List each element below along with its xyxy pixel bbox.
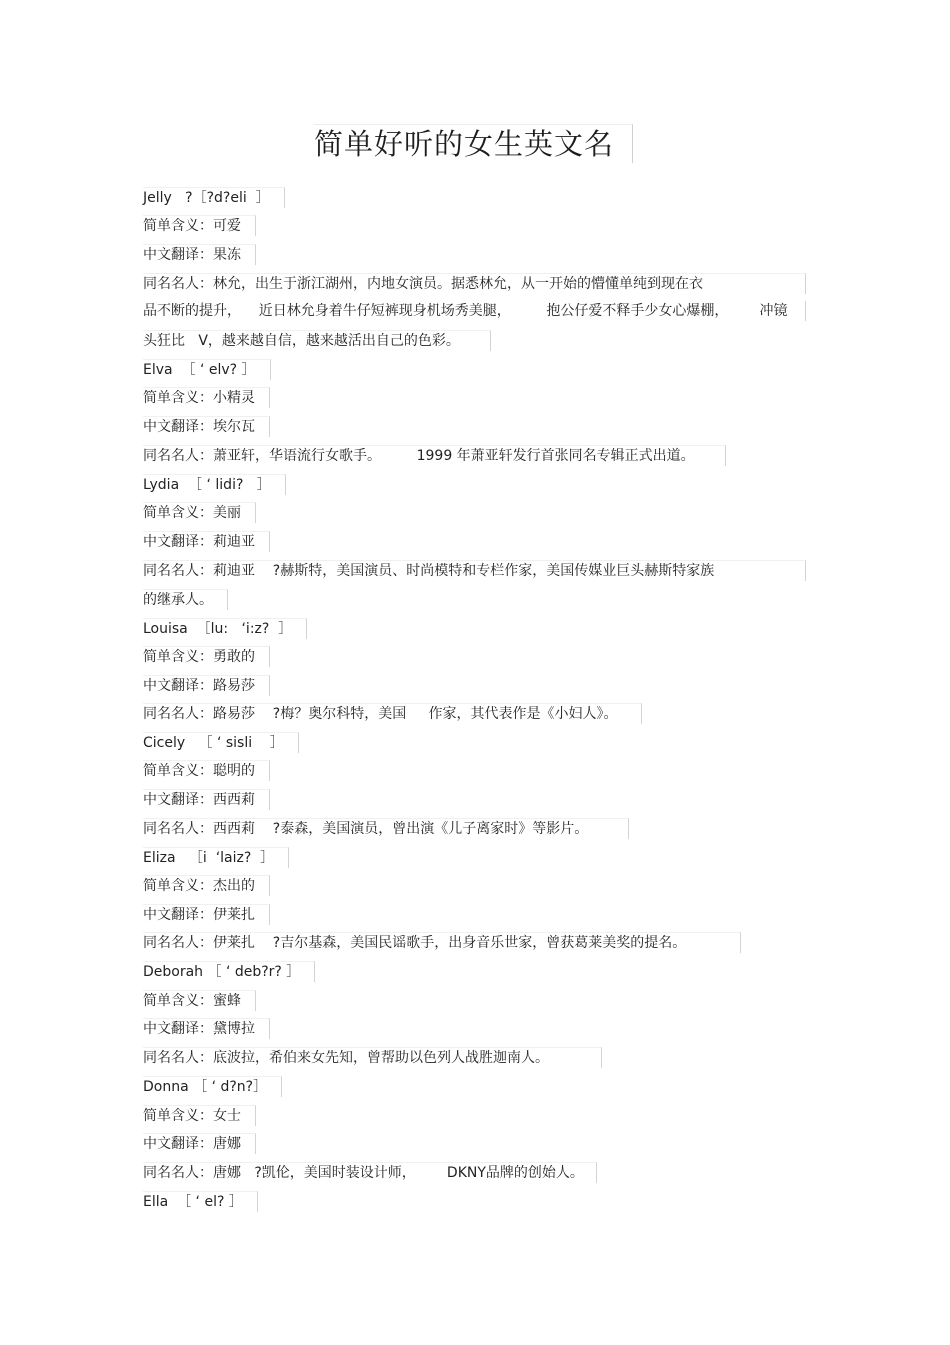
entry-name-deborah: Deborah ［ ‘ deb?r? ］	[143, 961, 315, 982]
meaning-line: 简单含义：小精灵	[143, 387, 270, 408]
translation-line: 中文翻译：黛博拉	[143, 1018, 270, 1039]
meaning-line: 简单含义：聪明的	[143, 760, 270, 781]
celebrity-line-cont: 的继承人。	[143, 589, 228, 610]
celebrity-line: 同名名人：林允，出生于浙江湖州，内地女演员。据悉林允，从一开始的懵懂单纯到现在衣	[143, 273, 806, 294]
entry-name-ella: Ella ［ ‘ el? ］	[143, 1191, 258, 1212]
celebrity-line: 同名名人：萧亚轩，华语流行女歌手。 1999 年萧亚轩发行首张同名专辑正式出道。	[143, 445, 726, 466]
entry-name-lydia: Lydia ［ ‘ lidi? ］	[143, 474, 286, 495]
translation-line: 中文翻译：伊莱扎	[143, 904, 270, 925]
celebrity-line: 同名名人：底波拉，希伯来女先知，曾帮助以色列人战胜迦南人。	[143, 1047, 602, 1068]
entry-name-jelly: Jelly ?［?d?eli ］	[143, 187, 285, 208]
translation-line: 中文翻译：西西莉	[143, 789, 270, 810]
meaning-line: 简单含义：杰出的	[143, 875, 270, 896]
translation-line: 中文翻译：唐娜	[143, 1133, 256, 1154]
meaning-line: 简单含义：可爱	[143, 215, 256, 236]
celebrity-line: 同名名人：莉迪亚 ?赫斯特，美国演员、时尚模特和专栏作家，美国传媒业巨头赫斯特家族	[143, 560, 806, 581]
celebrity-line: 同名名人：唐娜 ?凯伦，美国时装设计师， DKNY品牌的创始人。	[143, 1162, 597, 1183]
translation-line: 中文翻译：果冻	[143, 244, 256, 265]
document-title: 简单好听的女生英文名	[314, 124, 633, 163]
entry-name-eliza: Eliza ［i ‘laiz? ］	[143, 847, 289, 868]
meaning-line: 简单含义：勇敢的	[143, 646, 270, 667]
celebrity-line-cont: 品不断的提升， 近日林允身着牛仔短裤现身机场秀美腿， 抱公仔爱不释手少女心爆棚， 冲镜	[143, 301, 806, 321]
celebrity-line-cont: 头狂比 V，越来越自信，越来越活出自己的色彩。	[143, 330, 491, 351]
celebrity-line: 同名名人：路易莎 ?梅？奥尔科特，美国 作家，其代表作是《小妇人》。	[143, 703, 642, 724]
celebrity-line: 同名名人：西西莉 ?泰森，美国演员，曾出演《儿子离家时》等影片。	[143, 818, 629, 839]
entry-name-cicely: Cicely ［ ‘ sisli ］	[143, 732, 299, 753]
entry-name-louisa: Louisa ［lu: ‘i:z? ］	[143, 618, 307, 639]
meaning-line: 简单含义：美丽	[143, 502, 256, 523]
translation-line: 中文翻译：莉迪亚	[143, 531, 270, 552]
translation-line: 中文翻译：埃尔瓦	[143, 416, 270, 437]
meaning-line: 简单含义：女士	[143, 1105, 256, 1126]
entry-name-donna: Donna ［ ‘ d?n?］	[143, 1076, 282, 1097]
entry-name-elva: Elva ［ ‘ elv? ］	[143, 359, 271, 380]
translation-line: 中文翻译：路易莎	[143, 675, 270, 696]
meaning-line: 简单含义：蜜蜂	[143, 990, 256, 1011]
celebrity-line: 同名名人：伊莱扎 ?吉尔基森，美国民谣歌手，出身音乐世家，曾获葛莱美奖的提名。	[143, 932, 741, 953]
